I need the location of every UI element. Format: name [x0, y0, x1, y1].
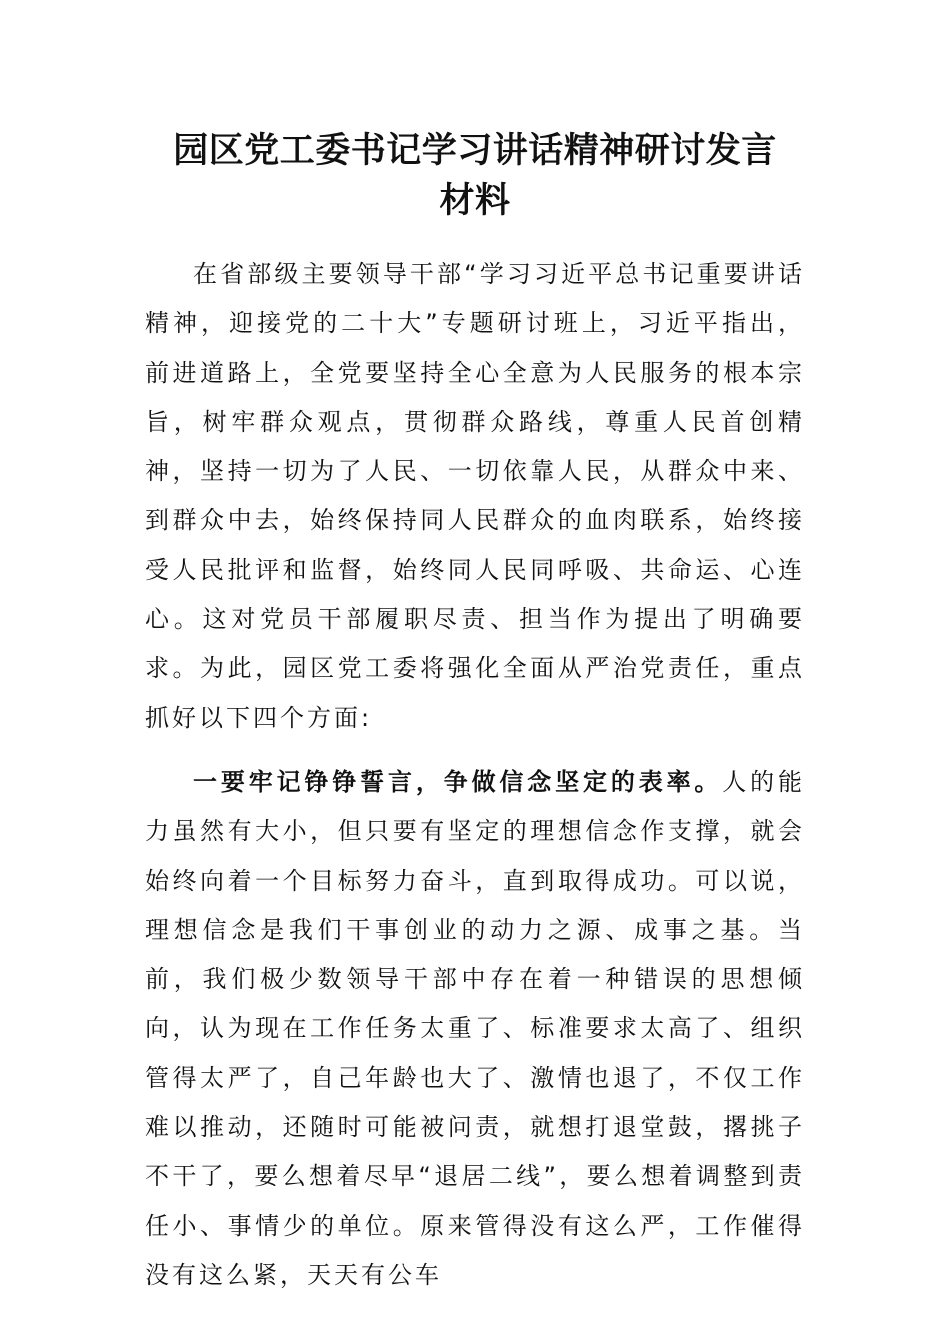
paragraph-intro-text: 在省部级主要领导干部“学习习近平总书记重要讲话精神，迎接党的二十大”专题研讨班上，习近平指出，前进道路上，全党要坚持全心全意为人民服务的根本宗旨，树牢群众观点，贯彻群众路线，尊重人民首创精神，坚持一切为了人民、一切依靠人民，从群众中来、到群众中去，始终保持同人民群众的血肉联系，始终接受人民批评和监督，始终同人民同呼吸、共命运、心连心。这对党员干部履职尽责、担当作为提出了明确要求。为此，园区党工委将强化全面从严治党责任，重点抓好以下四个方面: — [145, 260, 805, 732]
document-body — [145, 250, 805, 1300]
paragraph-point-one-heading: 一要牢记铮铮誓言，争做信念坚定的表率。 — [193, 767, 723, 796]
paragraph-point-one-text: 人的能力虽然有大小，但只要有坚定的理想信念作支撑，就会始终向着一个目标努力奋斗，直到取得成功。可以说，理想信念是我们干事创业的动力之源、成事之基。当前，我们极少数领导干部中存在着一种错误的思想倾向，认为现在工作任务太重了、标准要求太高了、组织管得太严了，自己年龄也大了、激情也退了，不仅工作难以推动，还随时可能被问责，就想打退堂鼓，撂挑子不干了，要么想着尽早“退居二线”，要么想着调整到责任小、事情少的单位。原来管得没有这么严，工作催得没有这么紧，天天有公车 — [145, 767, 806, 1289]
paragraph-intro — [145, 250, 805, 743]
document-title — [145, 126, 805, 226]
title-line-1: 园区党工委书记学习讲话精神研讨发言 — [173, 130, 777, 171]
title-line-2: 材料 — [439, 180, 511, 221]
paragraph-point-one — [145, 758, 805, 1300]
